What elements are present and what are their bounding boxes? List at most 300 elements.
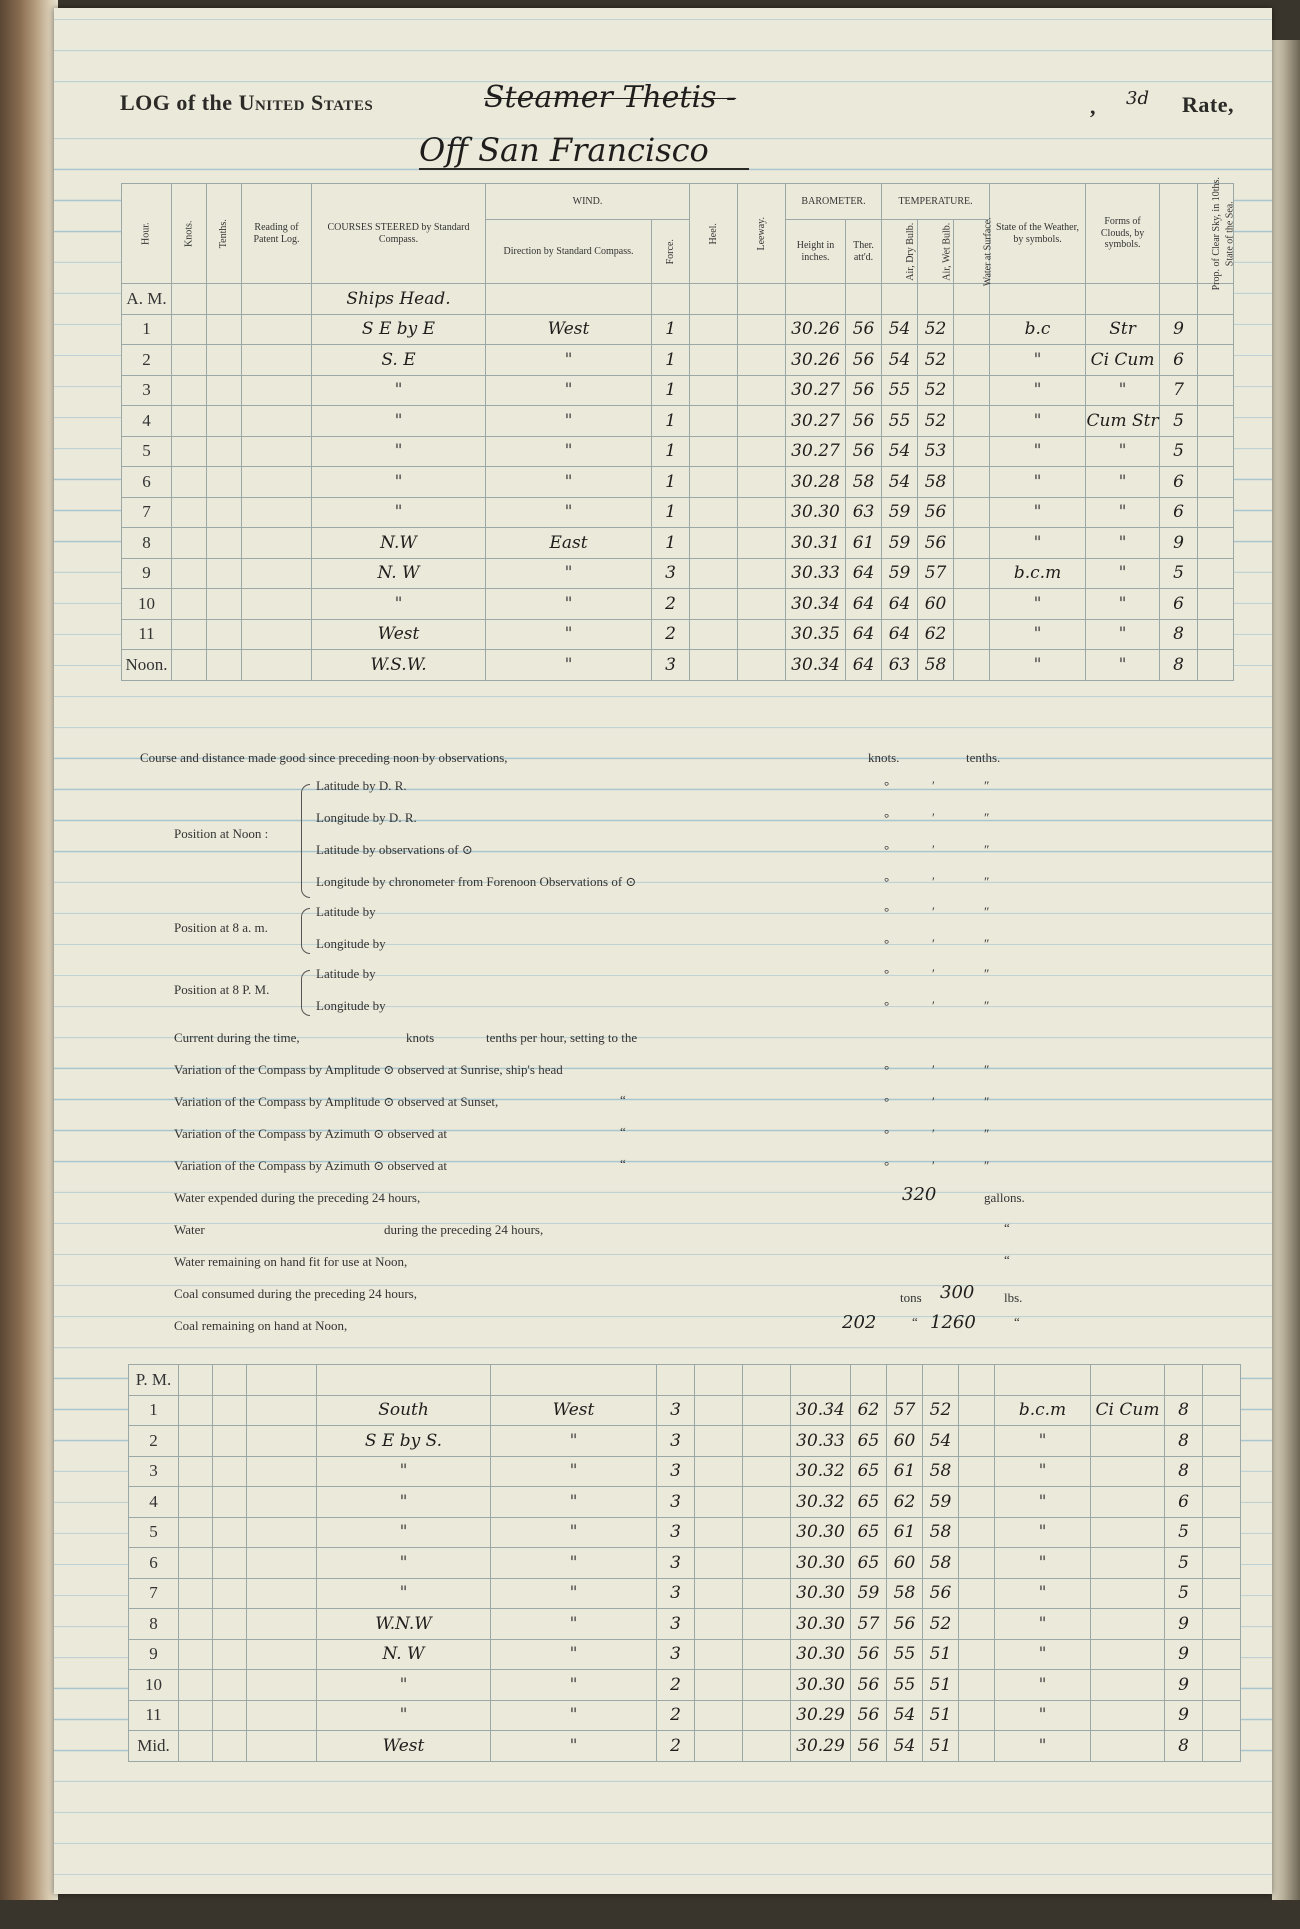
force-cell: 3 — [657, 1609, 695, 1640]
hour-cell: 3 — [129, 1456, 179, 1487]
deg-mark: ° — [884, 1062, 890, 1077]
leeway-cell — [743, 1395, 791, 1426]
hour-cell: 8 — [122, 528, 172, 559]
knots-cell — [179, 1426, 213, 1457]
tenths-cell — [213, 1700, 247, 1731]
patent-log-cell — [247, 1670, 317, 1701]
coal-remaining-lbs: 1260 — [930, 1312, 976, 1333]
knots-cell — [179, 1639, 213, 1670]
thermometer-cell: 62 — [851, 1395, 887, 1426]
water-temp-cell — [954, 589, 990, 620]
min-mark: ′ — [932, 778, 935, 793]
wet-bulb-cell: 51 — [923, 1731, 959, 1762]
clear-sky-cell: 8 — [1160, 650, 1198, 681]
barometer-height-cell: 30.35 — [786, 619, 846, 650]
tenths-cell — [213, 1517, 247, 1548]
clouds-cell: Str — [1086, 314, 1160, 345]
force-cell: 3 — [652, 650, 690, 681]
barometer-height-cell: 30.30 — [786, 497, 846, 528]
leeway-cell — [743, 1670, 791, 1701]
water-temp-cell — [959, 1670, 995, 1701]
wind-direction-cell: " — [486, 406, 652, 437]
patent-log-cell — [242, 375, 312, 406]
wind-direction-cell: " — [486, 497, 652, 528]
knots-cell — [179, 1670, 213, 1701]
hour-cell: Mid. — [129, 1731, 179, 1762]
hour-cell: 2 — [129, 1426, 179, 1457]
coal-consumed-label: Coal consumed during the preceding 24 hours, — [174, 1286, 417, 1301]
table-row — [129, 1426, 1241, 1457]
clear-sky-cell: 5 — [1165, 1548, 1203, 1579]
tenths-cell — [213, 1487, 247, 1518]
thermometer-cell: 59 — [851, 1578, 887, 1609]
wind-direction-cell: " — [491, 1609, 657, 1640]
pm-log-table — [128, 1364, 1241, 1762]
wet-bulb-cell: 52 — [923, 1609, 959, 1640]
thermometer-cell: 61 — [846, 528, 882, 559]
tenths-cell — [213, 1426, 247, 1457]
wind-direction-cell: " — [486, 345, 652, 376]
dry-bulb-cell: 61 — [887, 1517, 923, 1548]
thermometer-cell: 56 — [846, 314, 882, 345]
barometer-height-cell: 30.29 — [791, 1700, 851, 1731]
patent-log-cell — [242, 345, 312, 376]
heel-cell — [695, 1578, 743, 1609]
hour-cell: 7 — [122, 497, 172, 528]
clouds-cell — [1091, 1670, 1165, 1701]
col-temperature: TEMPERATURE. — [882, 184, 990, 220]
heel-cell — [690, 558, 738, 589]
course-cell: S E by E — [312, 314, 486, 345]
course-cell: " — [317, 1517, 491, 1548]
deg-mark: ° — [884, 1094, 890, 1109]
weather-cell: " — [995, 1548, 1091, 1579]
deg-mark: ° — [884, 810, 890, 825]
hour-cell: 8 — [129, 1609, 179, 1640]
dry-bulb-cell: 64 — [882, 619, 918, 650]
min-mark: ′ — [932, 1062, 935, 1077]
tenths-cell — [207, 314, 242, 345]
clouds-cell: " — [1086, 467, 1160, 498]
gallons-label: gallons. — [984, 1190, 1025, 1205]
water-temp-cell — [959, 1456, 995, 1487]
tenths-cell — [207, 406, 242, 437]
dry-bulb-cell: 61 — [887, 1456, 923, 1487]
force-cell: 3 — [657, 1517, 695, 1548]
sea-state-cell — [1198, 497, 1234, 528]
weather-cell: " — [990, 528, 1086, 559]
table-row — [129, 1487, 1241, 1518]
weather-cell: " — [990, 345, 1086, 376]
thermometer-cell: 63 — [846, 497, 882, 528]
hour-cell: 9 — [122, 558, 172, 589]
water-temp-cell — [954, 619, 990, 650]
clear-sky-cell: 6 — [1160, 497, 1198, 528]
deg-mark: ° — [884, 966, 890, 981]
clouds-cell — [1091, 1731, 1165, 1762]
weather-cell: " — [990, 589, 1086, 620]
barometer-height-cell: 30.33 — [791, 1426, 851, 1457]
barometer-height-cell: 30.34 — [791, 1395, 851, 1426]
patent-log-cell — [242, 436, 312, 467]
water-during-label: during the preceding 24 hours, — [384, 1222, 544, 1237]
leeway-cell — [738, 619, 786, 650]
min-mark: ′ — [932, 936, 935, 951]
ditto-sunset: “ — [620, 1092, 626, 1107]
wet-bulb-cell: 57 — [918, 558, 954, 589]
deg-mark: ° — [884, 874, 890, 889]
thermometer-cell: 65 — [851, 1456, 887, 1487]
hour-cell: 6 — [122, 467, 172, 498]
patent-log-cell — [247, 1731, 317, 1762]
weather-cell: " — [990, 650, 1086, 681]
barometer-height-cell: 30.27 — [786, 436, 846, 467]
united-states-label: United States — [238, 90, 374, 115]
patent-log-cell — [247, 1548, 317, 1579]
deg-mark: ° — [884, 1158, 890, 1173]
weather-cell: " — [995, 1456, 1091, 1487]
coal-remaining-label: Coal remaining on hand at Noon, — [174, 1318, 348, 1333]
thermometer-cell: 64 — [846, 558, 882, 589]
sea-state-cell — [1198, 650, 1234, 681]
dry-bulb-cell: 58 — [887, 1578, 923, 1609]
sec-mark: ″ — [984, 966, 990, 981]
patent-log-cell — [242, 406, 312, 437]
min-mark: ′ — [932, 810, 935, 825]
leeway-cell — [743, 1548, 791, 1579]
thermometer-cell: 65 — [851, 1487, 887, 1518]
tenths-cell — [207, 650, 242, 681]
min-mark: ′ — [932, 998, 935, 1013]
force-cell: 1 — [652, 497, 690, 528]
weather-cell: " — [995, 1639, 1091, 1670]
thermometer-cell: 56 — [851, 1731, 887, 1762]
clear-sky-cell: 9 — [1165, 1670, 1203, 1701]
deg-mark: ° — [884, 936, 890, 951]
var-azimuth-2-label: Variation of the Compass by Azimuth ⊙ observed at — [174, 1158, 448, 1173]
wet-bulb-cell: 56 — [923, 1578, 959, 1609]
water-temp-cell — [954, 558, 990, 589]
water-temp-cell — [959, 1395, 995, 1426]
wind-direction-cell: " — [486, 436, 652, 467]
patent-log-cell — [242, 497, 312, 528]
course-cell: " — [312, 497, 486, 528]
heel-cell — [695, 1700, 743, 1731]
leeway-cell — [738, 467, 786, 498]
leeway-cell — [738, 345, 786, 376]
leeway-cell — [743, 1426, 791, 1457]
course-cell: " — [312, 406, 486, 437]
course-cell: South — [317, 1395, 491, 1426]
table-row — [122, 436, 1234, 467]
clouds-cell: " — [1086, 497, 1160, 528]
rate-number: 3d — [1126, 88, 1149, 109]
weather-cell: " — [990, 497, 1086, 528]
wind-direction-cell: " — [491, 1578, 657, 1609]
table-row — [129, 1395, 1241, 1426]
wet-bulb-cell: 52 — [918, 345, 954, 376]
hour-cell: 7 — [129, 1578, 179, 1609]
tenths-cell — [213, 1731, 247, 1762]
lat-dr-label: Latitude by D. R. — [316, 778, 407, 793]
sec-mark: ″ — [984, 778, 990, 793]
sea-state-cell — [1203, 1609, 1241, 1640]
clear-sky-cell: 9 — [1160, 314, 1198, 345]
deg-mark: ° — [884, 904, 890, 919]
tenths-cell — [207, 497, 242, 528]
heel-cell — [695, 1548, 743, 1579]
log-of-label: LOG of the — [120, 90, 233, 115]
barometer-height-cell: 30.30 — [791, 1609, 851, 1640]
col-weather: State of the Weather, by symbols. — [990, 184, 1086, 284]
clear-sky-cell: 8 — [1165, 1395, 1203, 1426]
dry-bulb-cell: 60 — [887, 1548, 923, 1579]
dry-bulb-cell: 60 — [887, 1426, 923, 1457]
wet-bulb-cell: 62 — [918, 619, 954, 650]
thermometer-cell: 65 — [851, 1517, 887, 1548]
patent-log-cell — [247, 1609, 317, 1640]
sec-mark: ″ — [984, 874, 990, 889]
clear-sky-cell: 5 — [1160, 436, 1198, 467]
weather-cell: " — [995, 1487, 1091, 1518]
weather-cell: " — [990, 375, 1086, 406]
col-wind-direction: Direction by Standard Compass. — [486, 220, 652, 284]
force-cell: 1 — [652, 436, 690, 467]
clear-sky-cell: 5 — [1165, 1578, 1203, 1609]
knots-cell — [179, 1517, 213, 1548]
lat-obs-label: Latitude by observations of ⊙ — [316, 842, 473, 857]
hour-cell: 3 — [122, 375, 172, 406]
clouds-cell: Ci Cum — [1086, 345, 1160, 376]
sea-state-cell — [1198, 314, 1234, 345]
min-mark: ′ — [932, 874, 935, 889]
col-leeway: Leeway. — [738, 184, 786, 284]
sea-state-cell — [1198, 345, 1234, 376]
barometer-height-cell: 30.30 — [791, 1670, 851, 1701]
water-remaining-label: Water remaining on hand fit for use at Noon, — [174, 1254, 408, 1269]
heel-cell — [690, 345, 738, 376]
heel-cell — [690, 589, 738, 620]
water-temp-cell — [959, 1731, 995, 1762]
brace-noon — [301, 784, 310, 898]
water-temp-cell — [959, 1487, 995, 1518]
sea-state-cell — [1198, 528, 1234, 559]
leeway-cell — [743, 1731, 791, 1762]
hour-cell: 4 — [122, 406, 172, 437]
patent-log-cell — [242, 619, 312, 650]
table-row — [122, 589, 1234, 620]
barometer-height-cell: 30.27 — [786, 375, 846, 406]
weather-cell: " — [990, 619, 1086, 650]
table-row — [129, 1731, 1241, 1762]
barometer-height-cell: 30.32 — [791, 1487, 851, 1518]
course-cell: S. E — [312, 345, 486, 376]
ditto-water: “ — [1004, 1220, 1010, 1235]
hour-cell: 2 — [122, 345, 172, 376]
table-row — [129, 1639, 1241, 1670]
patent-log-cell — [242, 528, 312, 559]
leeway-cell — [738, 314, 786, 345]
wet-bulb-cell: 58 — [923, 1548, 959, 1579]
water-temp-cell — [954, 528, 990, 559]
am-log-table — [121, 176, 1236, 681]
water-temp-cell — [959, 1578, 995, 1609]
table-row — [129, 1517, 1241, 1548]
col-barometer: BAROMETER. — [786, 184, 882, 220]
coal-remaining-tons: 202 — [842, 1312, 877, 1333]
clouds-cell: " — [1086, 375, 1160, 406]
weather-cell: " — [995, 1609, 1091, 1640]
wind-direction-cell: " — [491, 1670, 657, 1701]
dry-bulb-cell: 54 — [887, 1700, 923, 1731]
col-dry: Air, Dry Bulb. — [882, 220, 918, 284]
long-8pm-label: Longitude by — [316, 998, 386, 1013]
hour-cell: 1 — [129, 1395, 179, 1426]
dry-bulb-cell: 59 — [882, 558, 918, 589]
heel-cell — [695, 1639, 743, 1670]
deg-mark: ° — [884, 842, 890, 857]
thermometer-cell: 56 — [851, 1700, 887, 1731]
force-cell: 2 — [652, 619, 690, 650]
barometer-height-cell: 30.30 — [791, 1639, 851, 1670]
col-ther: Ther. att'd. — [846, 220, 882, 284]
heel-cell — [690, 314, 738, 345]
wet-bulb-cell: 58 — [918, 650, 954, 681]
table-row — [122, 375, 1234, 406]
water-temp-cell — [959, 1426, 995, 1457]
tenths-label: tenths. — [966, 750, 1001, 765]
min-mark: ′ — [932, 842, 935, 857]
barometer-height-cell: 30.32 — [791, 1456, 851, 1487]
course-cell: " — [317, 1487, 491, 1518]
col-wind: WIND. — [486, 184, 690, 220]
sea-state-cell — [1203, 1426, 1241, 1457]
course-cell: " — [312, 375, 486, 406]
min-mark: ′ — [932, 904, 935, 919]
barometer-height-cell: 30.26 — [786, 345, 846, 376]
vessel-name: Steamer Thetis - — [484, 80, 737, 115]
force-cell: 2 — [657, 1700, 695, 1731]
course-cell: " — [312, 467, 486, 498]
course-cell: " — [317, 1700, 491, 1731]
knots-cell — [179, 1578, 213, 1609]
table-row — [129, 1548, 1241, 1579]
force-cell: 1 — [652, 528, 690, 559]
clear-sky-cell: 8 — [1165, 1426, 1203, 1457]
thermometer-cell: 56 — [846, 406, 882, 437]
wind-direction-cell: " — [486, 650, 652, 681]
dry-bulb-cell: 59 — [882, 528, 918, 559]
wind-direction-cell: " — [491, 1517, 657, 1548]
heel-cell — [690, 406, 738, 437]
wet-bulb-cell: 60 — [918, 589, 954, 620]
hour-cell: 1 — [122, 314, 172, 345]
clear-sky-cell: 8 — [1165, 1456, 1203, 1487]
tenths-cell — [213, 1395, 247, 1426]
sec-mark: ″ — [984, 810, 990, 825]
leeway-cell — [743, 1456, 791, 1487]
clouds-cell: " — [1086, 436, 1160, 467]
wind-direction-cell: West — [486, 314, 652, 345]
patent-log-cell — [247, 1578, 317, 1609]
knots-cell — [179, 1731, 213, 1762]
water-temp-cell — [959, 1639, 995, 1670]
col-force: Force. — [652, 220, 690, 284]
table-row — [129, 1700, 1241, 1731]
knots-cell — [172, 375, 207, 406]
patent-log-cell — [242, 467, 312, 498]
clouds-cell — [1091, 1700, 1165, 1731]
thermometer-cell: 64 — [846, 589, 882, 620]
tenths-cell — [207, 345, 242, 376]
weather-cell: " — [995, 1731, 1091, 1762]
deg-mark: ° — [884, 778, 890, 793]
var-sunset-label: Variation of the Compass by Amplitude ⊙ observed at Sunset, — [174, 1094, 499, 1109]
tenths-cell — [207, 528, 242, 559]
clouds-cell: Ci Cum — [1091, 1395, 1165, 1426]
course-cell: N.W — [312, 528, 486, 559]
tenths-cell — [213, 1609, 247, 1640]
sea-state-cell — [1203, 1639, 1241, 1670]
col-tenths: Tenths. — [207, 184, 242, 284]
lat-8pm-label: Latitude by — [316, 966, 376, 981]
force-cell: 2 — [657, 1670, 695, 1701]
thermometer-cell: 65 — [851, 1426, 887, 1457]
deg-mark: ° — [884, 1126, 890, 1141]
weather-cell: " — [990, 406, 1086, 437]
clear-sky-cell: 5 — [1160, 558, 1198, 589]
knots-cell — [172, 314, 207, 345]
force-cell: 1 — [652, 314, 690, 345]
barometer-height-cell: 30.34 — [786, 589, 846, 620]
hour-cell: 9 — [129, 1639, 179, 1670]
wind-direction-cell: " — [491, 1426, 657, 1457]
am-label: A. M. — [122, 284, 172, 315]
hour-cell: 5 — [122, 436, 172, 467]
wind-direction-cell: " — [491, 1487, 657, 1518]
force-cell: 3 — [657, 1426, 695, 1457]
wet-bulb-cell: 54 — [923, 1426, 959, 1457]
table-row — [129, 1578, 1241, 1609]
current-label: Current during the time, — [174, 1030, 300, 1045]
clouds-cell: " — [1086, 558, 1160, 589]
tenths-cell — [207, 436, 242, 467]
current-knots-label: knots — [406, 1030, 435, 1045]
thermometer-cell: 56 — [846, 436, 882, 467]
water-temp-cell — [959, 1609, 995, 1640]
sec-mark: ″ — [984, 904, 990, 919]
hour-cell: 11 — [129, 1700, 179, 1731]
knots-cell — [172, 650, 207, 681]
dry-bulb-cell: 59 — [882, 497, 918, 528]
course-cell: West — [317, 1731, 491, 1762]
heel-cell — [690, 497, 738, 528]
knots-cell — [179, 1548, 213, 1579]
leeway-cell — [738, 558, 786, 589]
knots-cell — [172, 345, 207, 376]
col-knots: Knots. — [172, 184, 207, 284]
table-row — [129, 1609, 1241, 1640]
thermometer-cell: 56 — [851, 1639, 887, 1670]
leeway-cell — [743, 1517, 791, 1548]
wet-bulb-cell: 53 — [918, 436, 954, 467]
coal-consumed-value: 300 — [940, 1282, 975, 1303]
knots-cell — [172, 528, 207, 559]
wind-direction-cell: " — [491, 1456, 657, 1487]
leeway-cell — [743, 1700, 791, 1731]
wind-direction-cell: " — [486, 467, 652, 498]
ditto-azimuth-1: “ — [620, 1124, 626, 1139]
